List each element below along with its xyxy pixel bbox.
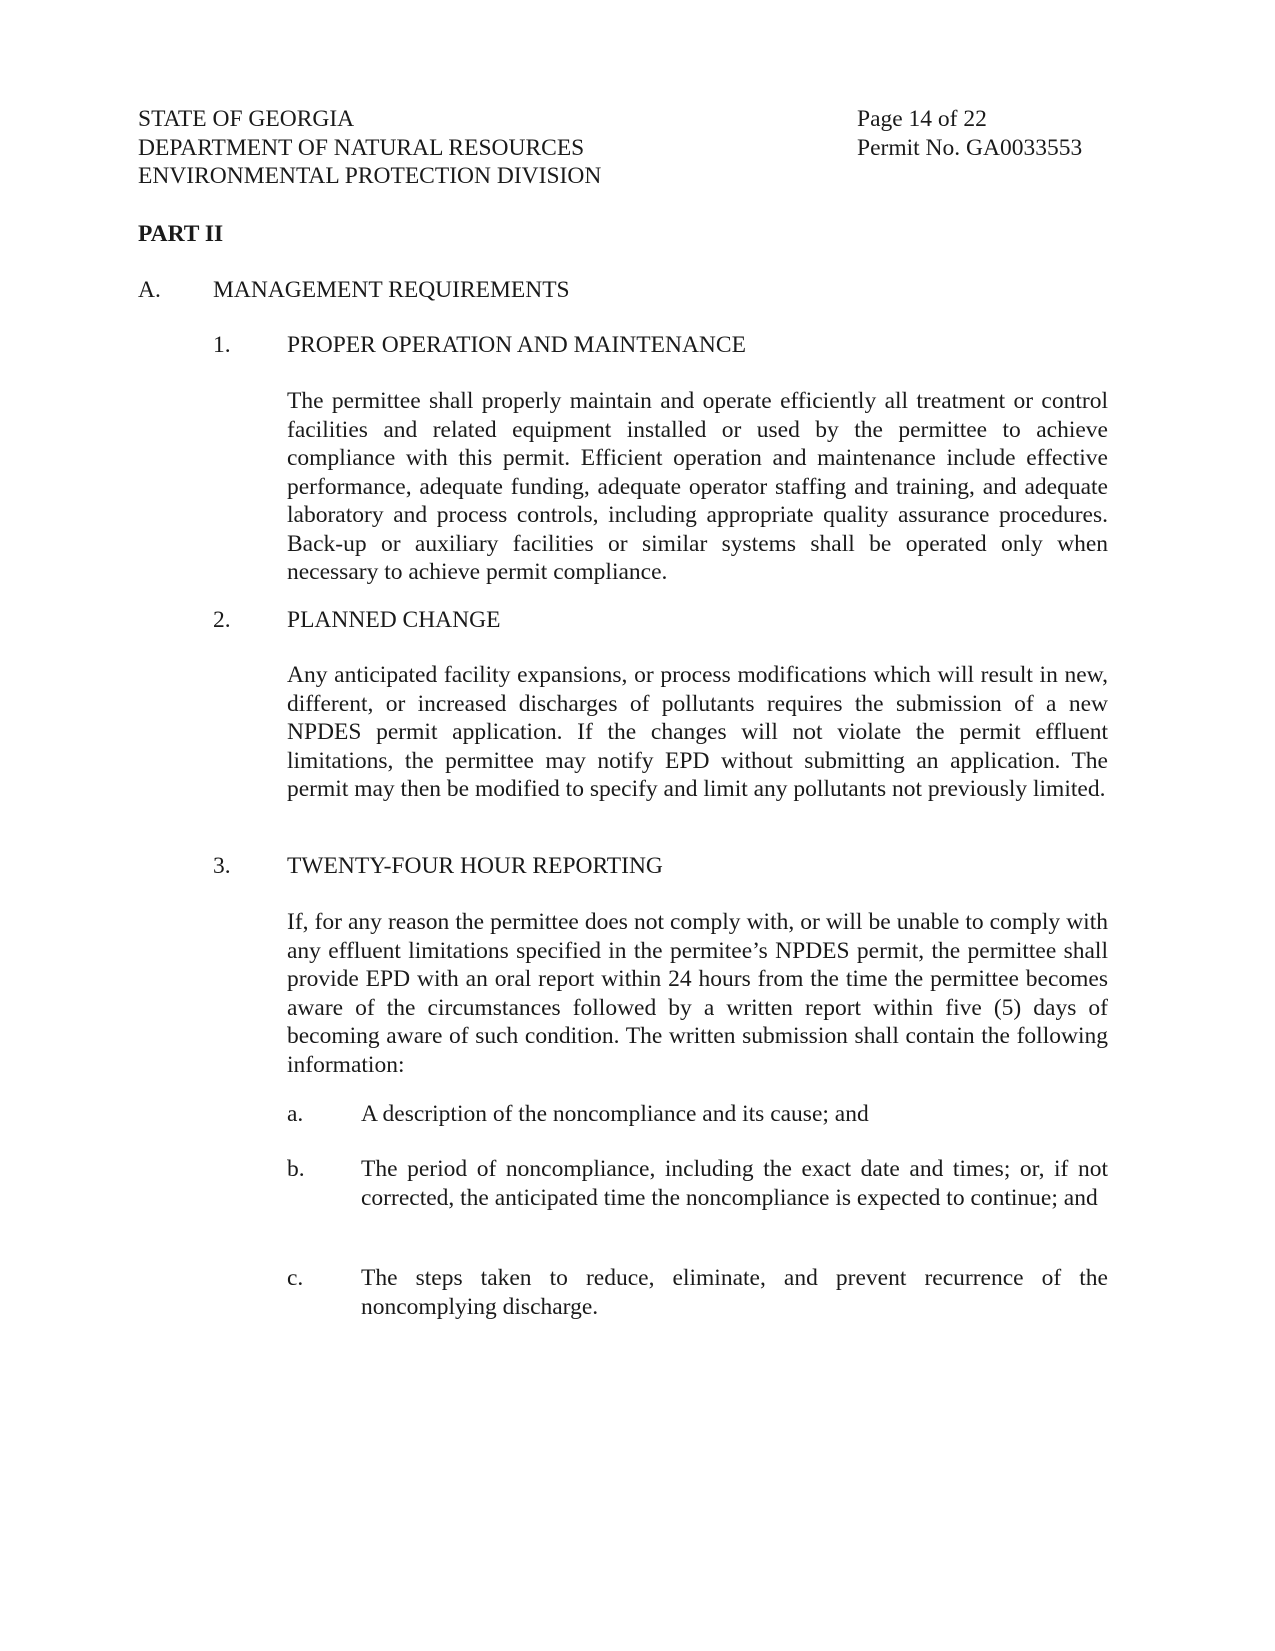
subitem-letter: b. — [287, 1156, 305, 1182]
item-paragraph: Any anticipated facility expansions, or process modifications which will result in new, different, or increased discharges of pollutants requires the submission of a new NPDES permit application. If the changes will not violate the permit effluent limitations, the permittee may notify EPD without submitting an application. The permit may then be modified to specify and limit any pollutants not previously limited. — [287, 662, 1108, 802]
item-title: PROPER OPERATION AND MAINTENANCE — [287, 332, 746, 358]
page-number: Page 14 of 22 — [857, 106, 987, 132]
item-paragraph: If, for any reason the permittee does not comply with, or will be unable to comply with any effluent limitations specified in the permitee’s NPDES permit, the permittee shall provide EPD with an oral report within 24 hours from the time the permittee becomes aware of the circumstances followed by a written report within five (5) days of becoming aware of such condition. The written submission shall contain the following information: — [287, 909, 1108, 1078]
subitem-letter: a. — [287, 1101, 304, 1127]
subitem-text: A description of the noncompliance and its cause; and — [361, 1101, 869, 1127]
item-number: 1. — [213, 332, 231, 358]
section-title: MANAGEMENT REQUIREMENTS — [213, 277, 570, 303]
section-letter: A. — [138, 277, 161, 303]
state-name: STATE OF GEORGIA — [138, 106, 355, 132]
item-title: PLANNED CHANGE — [287, 607, 501, 633]
item-title: TWENTY-FOUR HOUR REPORTING — [287, 853, 663, 879]
permit-number: Permit No. GA0033553 — [857, 134, 1083, 161]
page-info — [857, 105, 1157, 162]
item-number: 3. — [213, 853, 231, 879]
part-title: PART II — [138, 221, 224, 247]
subitem-text: The period of noncompliance, including the exact date and times; or, if not corrected, the anticipated time the noncompliance is expected to continue; and — [361, 1156, 1108, 1211]
item-paragraph: The permittee shall properly maintain and operate efficiently all treatment or control facilities and related equipment installed or used by the permittee to achieve compliance with this permit. Efficient operation and maintenance include effective performance, adequate funding, adequate operator staffing and training, and adequate laboratory and process controls, including appropriate quality assurance procedures. Back-up or auxiliary facilities or similar systems shall be operated only when necessary to achieve permit compliance. — [287, 388, 1108, 585]
department-name: DEPARTMENT OF NATURAL RESOURCES — [138, 134, 585, 161]
subitem-letter: c. — [287, 1265, 304, 1291]
item-number: 2. — [213, 607, 231, 633]
division-name: ENVIRONMENTAL PROTECTION DIVISION — [138, 163, 602, 189]
subitem-text: The steps taken to reduce, eliminate, and prevent recurrence of the noncomplying discharge. — [361, 1265, 1108, 1320]
agency-header — [138, 105, 698, 191]
